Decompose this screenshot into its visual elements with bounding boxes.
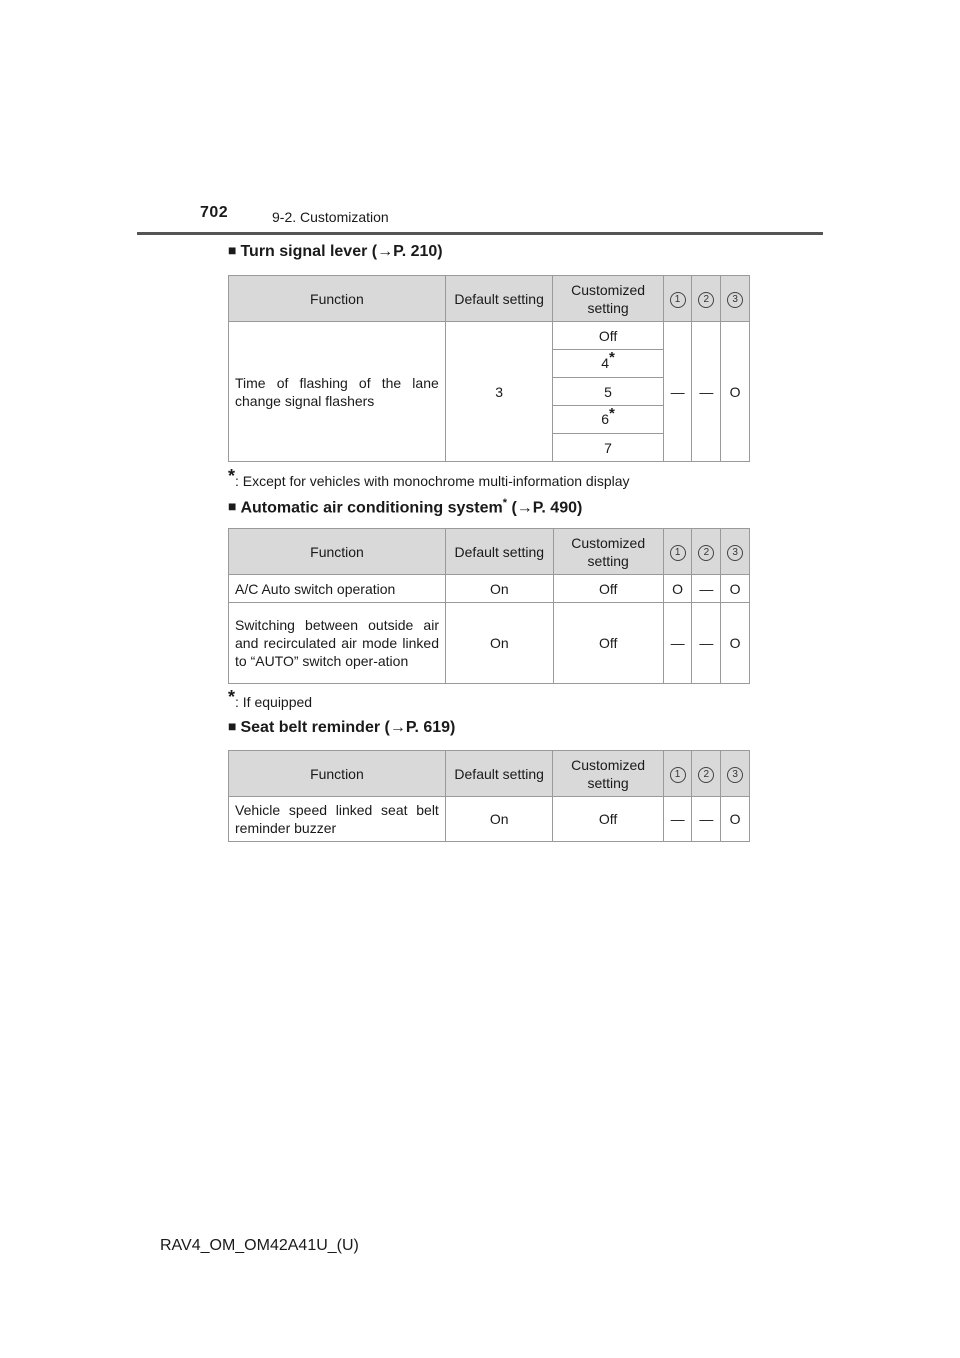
table-row	[229, 603, 750, 684]
circled-1-icon: 1	[670, 292, 686, 308]
mode-1-cell: —	[663, 797, 692, 842]
header-mode-2	[692, 529, 721, 575]
custom-cell: Off	[553, 575, 663, 603]
default-cell: 3	[445, 322, 553, 462]
header-default: Default setting	[446, 529, 554, 575]
mode-2-cell: —	[692, 797, 721, 842]
header-mode-3	[721, 276, 750, 322]
air-conditioning-table	[228, 528, 750, 684]
footnote-if-equipped: *: If equipped	[228, 687, 313, 710]
function-cell: Vehicle speed linked seat belt reminder buzzer	[229, 797, 446, 842]
circled-3-icon: 3	[727, 292, 743, 308]
header-default: Default setting	[445, 276, 553, 322]
header-customized: Customized setting	[553, 751, 663, 797]
header-mode-3	[721, 751, 750, 797]
mode-1-cell: —	[663, 322, 692, 462]
custom-cell: Off	[553, 603, 663, 684]
arrow-icon: →	[516, 499, 533, 517]
table-row	[229, 575, 750, 603]
circled-1-icon: 1	[670, 767, 686, 783]
footnote-monochrome: *: Except for vehicles with monochrome multi-information display	[228, 466, 630, 489]
option-cell: 5	[553, 378, 663, 406]
header-customized: Customized setting	[553, 276, 663, 322]
page-number: 702	[200, 204, 229, 221]
option-cell: 7	[553, 434, 663, 462]
square-bullet-icon: ■	[228, 242, 237, 258]
circled-2-icon: 2	[698, 767, 714, 783]
arrow-icon: →	[389, 719, 406, 736]
option-cell: Off	[553, 322, 663, 350]
header-default: Default setting	[445, 751, 553, 797]
mode-2-cell: —	[692, 575, 721, 603]
header-mode-1	[663, 276, 692, 322]
header-function: Function	[229, 751, 446, 797]
header-rule	[137, 232, 823, 235]
circled-2-icon: 2	[698, 545, 714, 561]
table-row	[229, 797, 750, 842]
mode-3-cell: O	[721, 797, 750, 842]
function-cell: Time of flashing of the lane change signal flashers	[229, 322, 446, 462]
table-row	[229, 322, 750, 350]
header-function: Function	[229, 276, 446, 322]
arrow-icon: →	[377, 243, 394, 260]
default-cell: On	[445, 797, 553, 842]
document-code: RAV4_OM_OM42A41U_(U)	[160, 1237, 359, 1254]
default-cell: On	[446, 575, 554, 603]
table-header-row	[229, 276, 750, 322]
mode-3-cell: O	[721, 322, 750, 462]
mode-1-cell: —	[663, 603, 692, 684]
circled-3-icon: 3	[727, 545, 743, 561]
circled-3-icon: 3	[727, 767, 743, 783]
header-mode-1	[663, 751, 692, 797]
function-cell: A/C Auto switch operation	[229, 575, 446, 603]
option-cell: 4*	[553, 350, 663, 378]
mode-3-cell: O	[721, 603, 750, 684]
table-header-row	[229, 529, 750, 575]
mode-3-cell: O	[721, 575, 750, 603]
asterisk-icon: *	[228, 687, 236, 707]
chapter-title: 9-2. Customization	[272, 209, 389, 225]
section-heading-air-conditioning: ■ Automatic air conditioning system* (→P. 490)	[228, 497, 583, 517]
table-header-row	[229, 751, 750, 797]
section-heading-turn-signal: ■ Turn signal lever (→P. 210)	[228, 242, 443, 260]
header-mode-2	[692, 751, 721, 797]
mode-2-cell: —	[692, 322, 721, 462]
default-cell: On	[446, 603, 554, 684]
square-bullet-icon: ■	[228, 718, 237, 734]
function-cell: Switching between outside air and recirculated air mode linked to “AUTO” switch oper-ation	[229, 603, 446, 684]
square-bullet-icon: ■	[228, 498, 237, 515]
header-mode-1	[663, 529, 692, 575]
section-heading-seat-belt: ■ Seat belt reminder (→P. 619)	[228, 718, 456, 736]
option-cell: 6*	[553, 406, 663, 434]
asterisk-icon: *	[609, 349, 615, 366]
header-mode-2	[692, 276, 721, 322]
custom-cell: Off	[553, 797, 663, 842]
seat-belt-table	[228, 750, 750, 842]
header-function: Function	[229, 529, 446, 575]
circled-2-icon: 2	[698, 292, 714, 308]
header-mode-3	[721, 529, 750, 575]
circled-1-icon: 1	[670, 545, 686, 561]
mode-1-cell: O	[663, 575, 692, 603]
header-customized: Customized setting	[553, 529, 663, 575]
asterisk-icon: *	[502, 497, 508, 509]
turn-signal-table	[228, 275, 750, 462]
mode-2-cell: —	[692, 603, 721, 684]
asterisk-icon: *	[609, 405, 615, 422]
asterisk-icon: *	[228, 466, 236, 486]
